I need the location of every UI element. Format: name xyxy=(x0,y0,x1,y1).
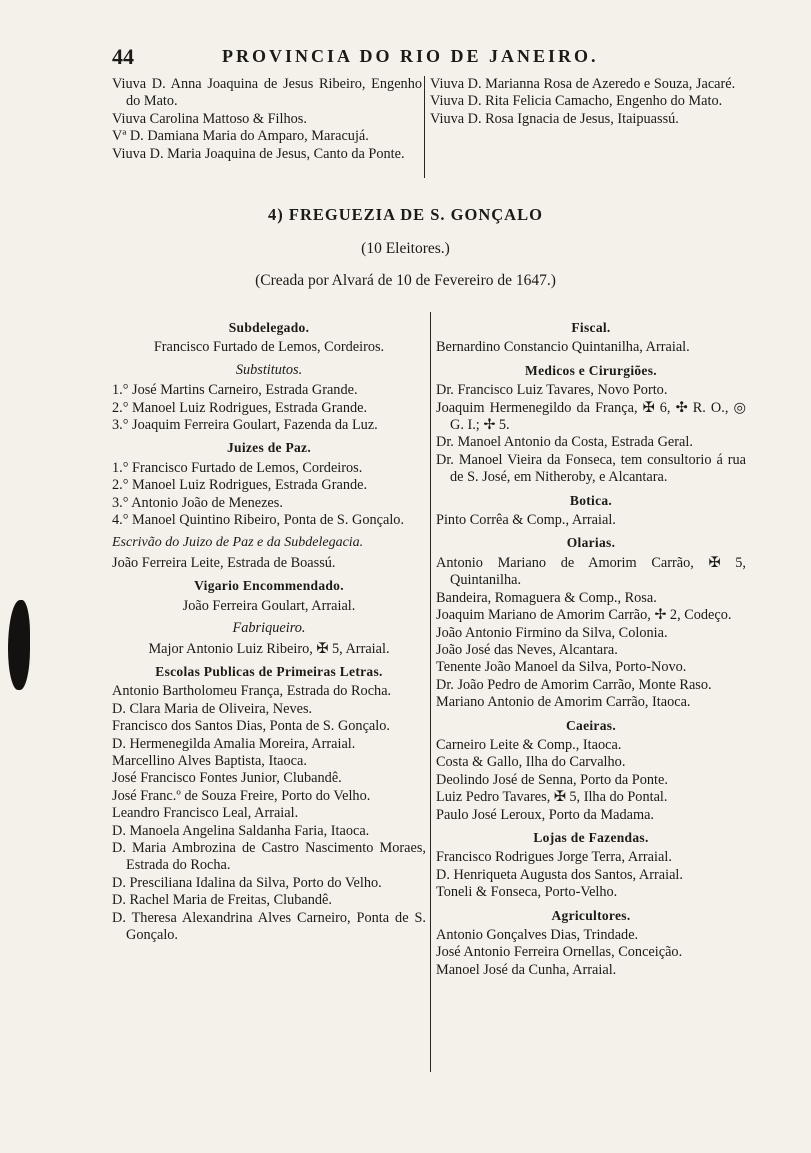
list-item: Viuva D. Marianna Rosa de Azeredo e Souza, Jacaré. xyxy=(430,76,736,92)
section-title: Vigario Encommendado. xyxy=(194,578,344,594)
list-item: D. Rachel Maria de Freitas, Clubandê. xyxy=(112,892,332,909)
list-item: 4.° Manoel Quintino Ribeiro, Ponta de S. Gonçalo. xyxy=(112,512,405,529)
list-item: Dr. Francisco Luiz Tavares, Novo Porto. xyxy=(436,382,668,399)
page-title: PROVINCIA DO RIO DE JANEIRO. xyxy=(222,46,599,66)
column-divider xyxy=(424,76,425,178)
section-title: Olarias. xyxy=(566,535,616,551)
list-item: Bandeira, Romaguera & Comp., Rosa. xyxy=(436,589,657,606)
list-item: D. Hermenegilda Amalia Moreira, Arraial. xyxy=(112,735,356,752)
list-item: 1.° Francisco Furtado de Lemos, Cordeiros. xyxy=(112,459,363,476)
list-item: D. Manoela Angelina Saldanha Faria, Itaoca. xyxy=(112,822,370,839)
list-item: Viuva D. Maria Joaquina de Jesus, Canto da Ponte. xyxy=(112,145,405,162)
section-title: Agricultores. xyxy=(551,907,631,923)
section-title: Juizes de Paz. xyxy=(226,440,312,456)
list-item: D. Maria Ambrozina de Castro Nascimento Moraes, Estrada do Rocha. xyxy=(112,839,426,874)
electors-count: (10 Eleitores.) xyxy=(361,240,450,257)
list-item: D. Henriqueta Augusta dos Santos, Arraial. xyxy=(436,866,683,883)
list-item: Mariano Antonio de Amorim Carrão, Itaoca. xyxy=(436,694,691,711)
list-item: Antonio Gonçalves Dias, Trindade. xyxy=(436,927,639,943)
list-item: Leandro Francisco Leal, Arraial. xyxy=(112,805,299,822)
list-item: Carneiro Leite & Comp., Itaoca. xyxy=(436,736,622,753)
list-item: 2.° Manoel Luiz Rodrigues, Estrada Grande. xyxy=(112,399,368,416)
list-item: João José das Neves, Alcantara. xyxy=(436,641,618,658)
ink-blot xyxy=(8,600,30,690)
right-column xyxy=(436,314,746,979)
list-item: Manoel José da Cunha, Arraial. xyxy=(436,961,617,978)
list-item: Dr. João Pedro de Amorim Carrão, Monte Raso. xyxy=(436,676,712,693)
list-item: Toneli & Fonseca, Porto-Velho. xyxy=(436,884,618,901)
top-left-column xyxy=(112,76,422,163)
list-item: Francisco Furtado de Lemos, Cordeiros. xyxy=(153,339,385,356)
list-item: Bernardino Constancio Quintanilha, Arraial. xyxy=(436,339,690,356)
list-item: Vª D. Damiana Maria do Amparo, Maracujá. xyxy=(112,128,369,145)
list-item: Paulo José Leroux, Porto da Madama. xyxy=(436,806,654,823)
creation-note: (Creada por Alvará de 10 de Fevereiro de 1647.) xyxy=(255,272,556,289)
column-divider xyxy=(430,312,431,1072)
list-item: José Franc.º de Souza Freire, Porto do Velho. xyxy=(112,787,371,804)
page-number: 44 xyxy=(112,44,134,69)
list-item: Antonio Mariano de Amorim Carrão, ✠ 5, Quintanilha. xyxy=(436,554,746,589)
list-item: Dr. Manoel Antonio da Costa, Estrada Geral. xyxy=(436,434,693,451)
section-title: Fiscal. xyxy=(571,320,611,335)
list-item: Pinto Corrêa & Comp., Arraial. xyxy=(436,512,616,529)
running-header xyxy=(112,44,752,68)
list-item: José Francisco Fontes Junior, Clubandê. xyxy=(112,770,342,787)
list-item: José Antonio Ferreira Ornellas, Conceição. xyxy=(436,944,683,961)
list-item: D. Presciliana Idalina da Silva, Porto do Velho. xyxy=(112,874,382,891)
list-item: Deolindo José de Senna, Porto da Ponte. xyxy=(436,771,668,788)
list-item: Costa & Gallo, Ilha do Carvalho. xyxy=(436,754,626,771)
list-item: Francisco Rodrigues Jorge Terra, Arraial. xyxy=(436,849,672,866)
list-item: Marcellino Alves Baptista, Itaoca. xyxy=(112,752,307,769)
list-item: 3.° Joaquim Ferreira Goulart, Fazenda da Luz. xyxy=(112,417,378,434)
list-item: Major Antonio Luiz Ribeiro, ✠ 5, Arraial. xyxy=(148,640,390,657)
top-right-column xyxy=(430,76,742,128)
list-item: João Ferreira Leite, Estrada de Boassú. xyxy=(112,554,336,571)
list-item: D. Clara Maria de Oliveira, Neves. xyxy=(112,700,313,717)
list-item: Viuva D. Rosa Ignacia de Jesus, Itaipuassú. xyxy=(430,110,679,127)
list-item: Tenente João Manoel da Silva, Porto-Novo. xyxy=(436,659,687,676)
list-item: Francisco dos Santos Dias, Ponta de S. Gonçalo. xyxy=(112,718,390,735)
left-column xyxy=(112,314,426,944)
list-item: Viuva Carolina Mattoso & Filhos. xyxy=(112,110,307,127)
list-item: Viuva D. Rita Felicia Camacho, Engenho do Mato. xyxy=(430,93,723,110)
list-item: Antonio Bartholomeu França, Estrada do Rocha. xyxy=(112,683,392,700)
section-title: Fabriqueiro. xyxy=(232,620,306,637)
list-item: Viuva D. Anna Joaquina de Jesus Ribeiro, Engenho do Mato. xyxy=(112,76,422,110)
section-title: Lojas de Fazendas. xyxy=(533,829,649,845)
list-item: D. Theresa Alexandrina Alves Carneiro, Ponta de S. Gonçalo. xyxy=(112,909,426,943)
list-item: Dr. Manoel Vieira da Fonseca, tem consultorio á rua de S. José, em Nitheroby, e Alcantara. xyxy=(436,451,746,486)
section-title: Escrivão do Juizo de Paz e da Subdelegacia. xyxy=(112,535,364,551)
section-title: Medicos e Cirurgiões. xyxy=(525,362,657,378)
list-item: Luiz Pedro Tavares, ✠ 5, Ilha do Pontal. xyxy=(436,789,668,806)
section-title: Escolas Publicas de Primeiras Letras. xyxy=(155,663,383,679)
section-title: Botica. xyxy=(569,492,613,508)
list-item: Joaquim Mariano de Amorim Carrão, ✢ 2, Codeço. xyxy=(436,607,732,624)
section-title: Caeiras. xyxy=(565,717,616,733)
section-title: Substitutos. xyxy=(235,361,303,378)
list-item: 1.° José Martins Carneiro, Estrada Grande. xyxy=(112,382,358,399)
list-item: João Antonio Firmino da Silva, Colonia. xyxy=(436,624,668,641)
list-item: 2.° Manoel Luiz Rodrigues, Estrada Grande. xyxy=(112,477,368,494)
list-item: João Ferreira Goulart, Arraial. xyxy=(182,597,356,614)
list-item: Joaquim Hermenegildo da França, ✠ 6, ✣ R. O., ◎ G. I.; ✢ 5. xyxy=(436,399,746,434)
section-title: Subdelegado. xyxy=(228,320,310,335)
list-item: 3.° Antonio João de Menezes. xyxy=(112,494,283,511)
parish-heading: 4) FREGUEZIA DE S. GONÇALO xyxy=(268,205,543,224)
